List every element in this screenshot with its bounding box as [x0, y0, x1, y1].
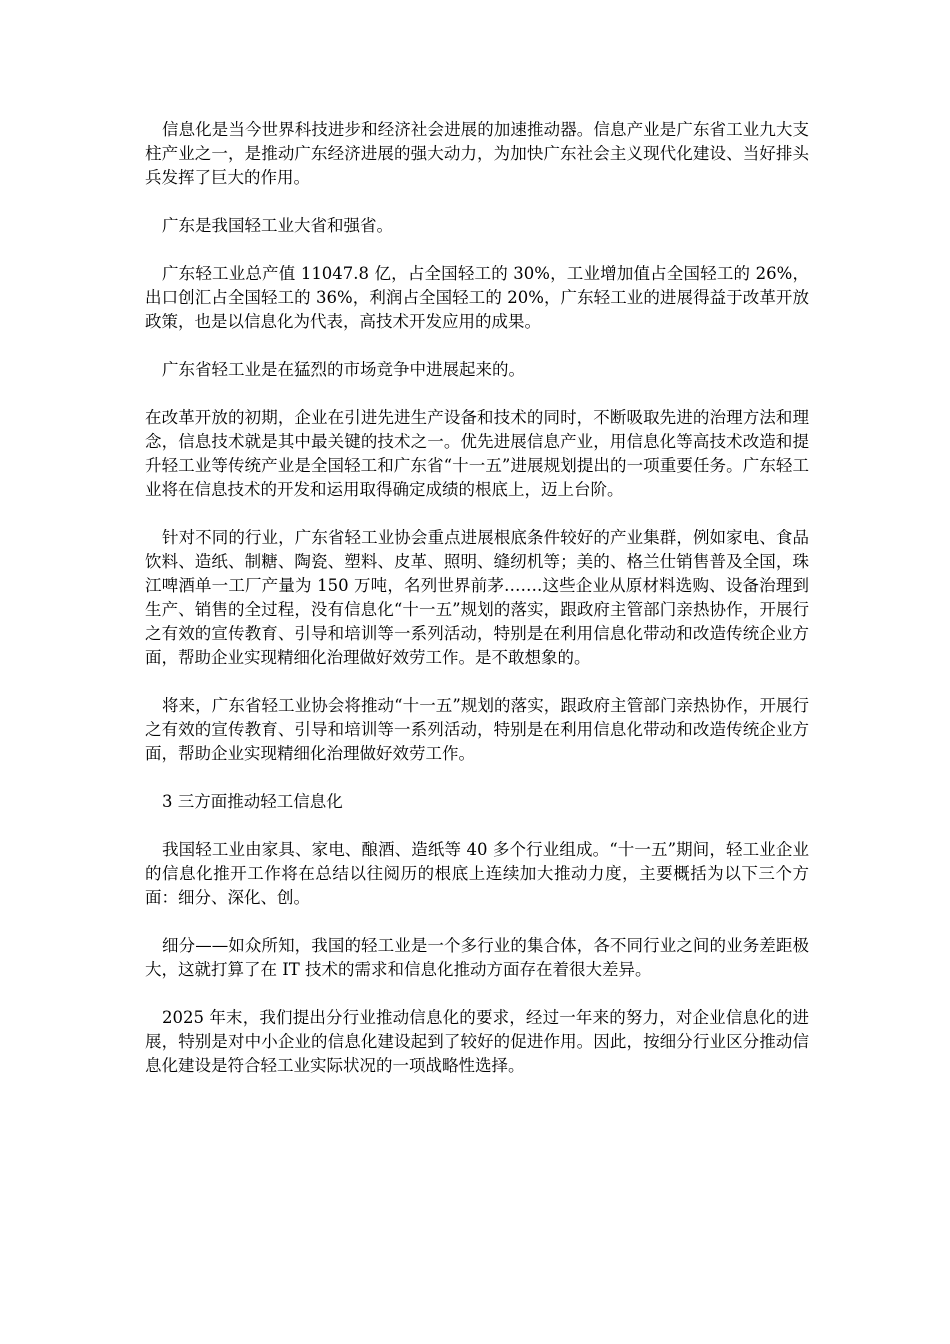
paragraph-year-end: 2025 年末，我们提出分行业推动信息化的要求，经过一年来的努力，对企业信息化的进展，特别是对中小企业的信息化建设起到了较好的促进作用。因此，按细分行业区分推动信息化建设是符合轻工业实际状况的一项战略性选择。: [145, 1008, 809, 1075]
paragraph-reform-era: 在改革开放的初期，企业在引进先进生产设备和技术的同时，不断吸取先进的治理方法和理念，信息技术就是其中最关键的技术之一。优先进展信息产业，用信息化等高技术改造和提升轻工业等传统产业是全国轻工和广东省“十一五”进展规划提出的一项重要任务。广东轻工业将在信息技术的开发和运用取得确定成绩的根底上，迈上台阶。: [145, 408, 809, 499]
section-heading: 3 三方面推动轻工信息化: [162, 792, 343, 811]
paragraph-future: 将来，广东省轻工业协会将推动“十一五”规划的落实，跟政府主管部门亲热协作，开展行之有效的宣传教育、引导和培训等一系列活动，特别是在利用信息化带动和改造传统企业方面，帮助企业实现精细化治理做好效劳工作。: [145, 696, 809, 763]
paragraph-guangdong-province: 广东是我国轻工业大省和强省。: [162, 216, 393, 235]
paragraph-forty-industries: 我国轻工业由家具、家电、酿酒、造纸等 40 多个行业组成。“十一五”期间，轻工业企业的信息化推开工作将在总结以往阅历的根底上连续加大推动力度，主要概括为以下三个方面：细分、深化、创。: [145, 840, 809, 907]
paragraph-intro: 信息化是当今世界科技进步和经济社会进展的加速推动器。信息产业是广东省工业九大支柱产业之一，是推动广东经济进展的强大动力，为加快广东社会主义现代化建设、当好排头兵发挥了巨大的作用。: [145, 120, 809, 187]
paragraph-output-stats: 广东轻工业总产值 11047.8 亿，占全国轻工的 30%，工业增加值占全国轻工的 26%，出口创汇占全国轻工的 36%，利润占全国轻工的 20%，广东轻工业的进展得益于改革开放政策，也是以信息化为代表，高技术开发应用的成果。: [145, 264, 809, 331]
paragraph-industry-clusters: 针对不同的行业，广东省轻工业协会重点进展根底条件较好的产业集群，例如家电、食品饮料、造纸、制糖、陶瓷、塑料、皮革、照明、缝纫机等；美的、格兰仕销售普及全国，珠江啤酒单一工厂产量为 150 万吨，名列世界前茅…….这些企业从原材料选购、设备治理到生产、销售的全过程，没有信息化“十一五”规划的落实，跟政府主管部门亲热协作，开展行之有效的宣传教育、引导和培训等一系列活动，特别是在利用信息化带动和改造传统企业方面，帮助企业实现精细化治理做好效劳工作。是不敢想象的。: [145, 528, 809, 667]
paragraph-segmentation: 细分——如众所知，我国的轻工业是一个多行业的集合体，各不同行业之间的业务差距极大，这就打算了在 IT 技术的需求和信息化推动方面存在着很大差异。: [145, 936, 809, 979]
paragraph-market-competition: 广东省轻工业是在猛烈的市场竞争中进展起来的。: [162, 360, 525, 379]
document-body: [145, 118, 809, 1102]
